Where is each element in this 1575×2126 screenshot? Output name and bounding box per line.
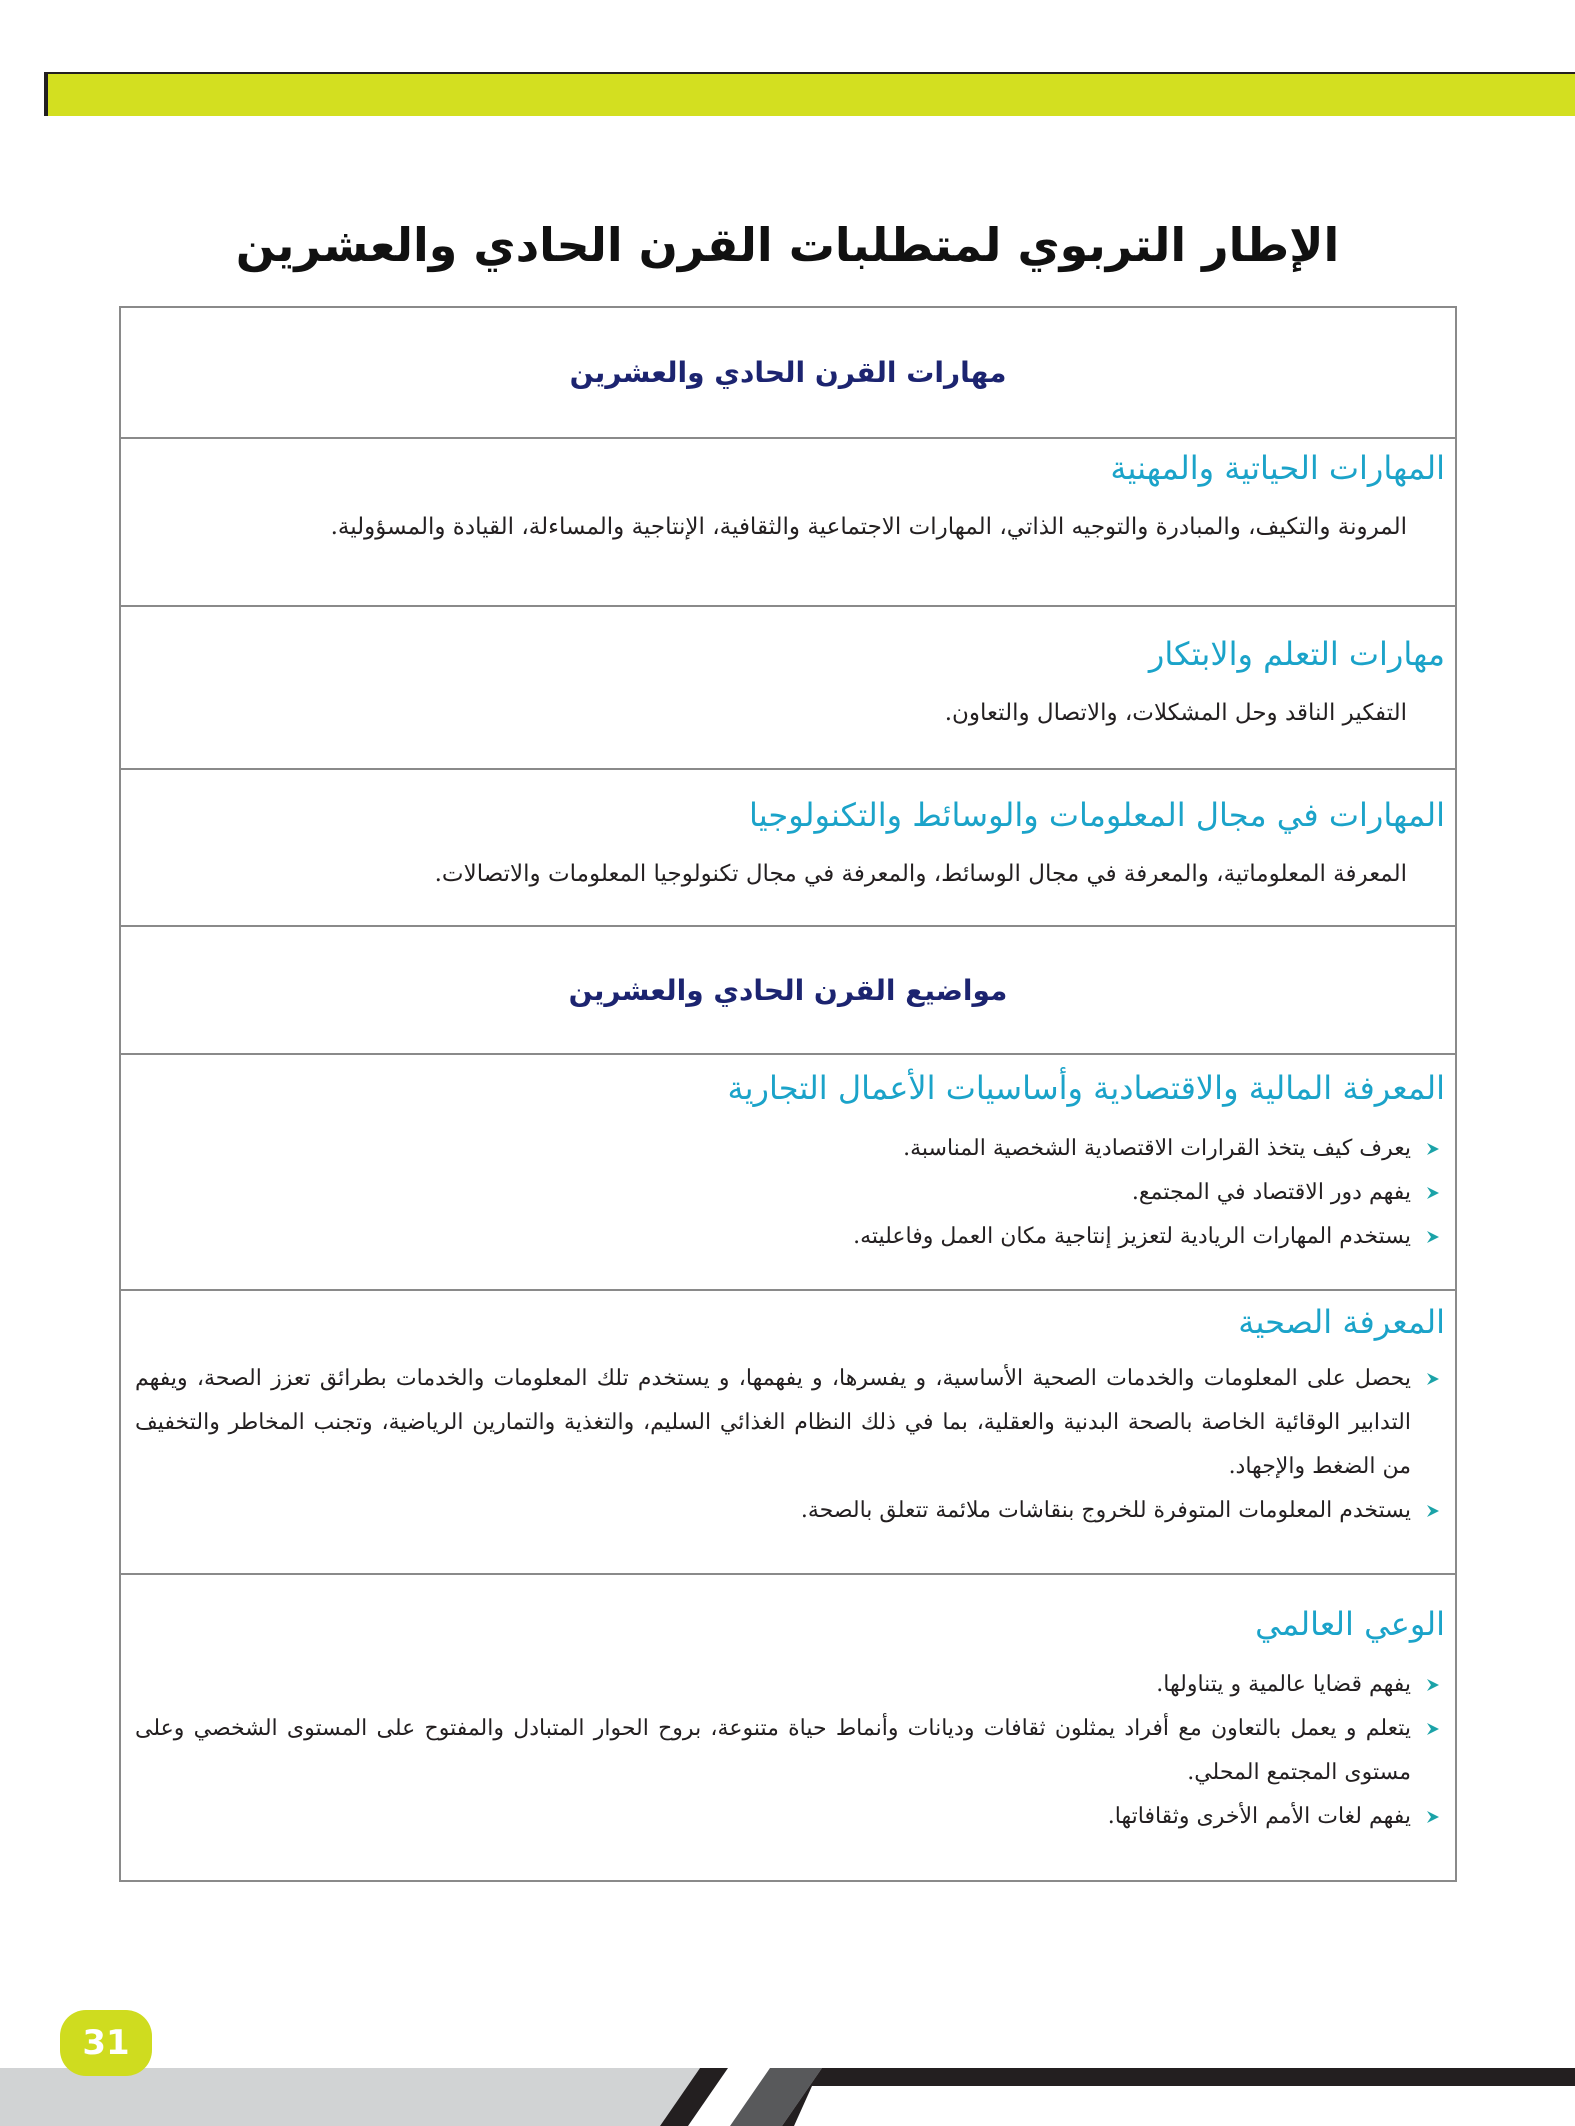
health-section [121,1291,1455,1575]
financial-title: المعرفة المالية والاقتصادية وأساسيات الأعمال التجارية [727,1069,1445,1107]
skills-header: مهارات القرن الحادي والعشرين [569,356,1007,389]
global-awareness-section [121,1575,1455,1880]
list-item: يتعلم و يعمل بالتعاون مع أفراد يمثلون ثقافات وديانات وأنماط حياة متنوعة، بروح الحوار المتبادل والمفتوح على المستوى الشخصي وعلى مستوى المجتمع المحلي. [135,1707,1445,1795]
info-skills-title: المهارات في مجال المعلومات والوسائط والتكنولوجيا [749,796,1445,834]
list-item: يفهم قضايا عالمية و يتناولها. [135,1663,1445,1707]
list-item: يفهم دور الاقتصاد في المجتمع. [135,1171,1445,1215]
top-accent-bar [44,72,1575,116]
topics-header-row [121,927,1455,1055]
info-skills-text: المعرفة المعلوماتية، والمعرفة في مجال الوسائط، والمعرفة في مجال تكنولوجيا المعلومات والاتصالات. [434,861,1407,887]
framework-table [119,306,1457,1882]
health-title: المعرفة الصحية [1238,1303,1445,1341]
list-item: يفهم لغات الأمم الأخرى وثقافاتها. [135,1795,1445,1839]
life-skills-section [121,439,1455,607]
bullet-icon [1425,1721,1441,1737]
bullet-icon [1425,1141,1441,1157]
footer-band [0,2056,1575,2126]
global-awareness-title: الوعي العالمي [1255,1605,1445,1643]
learning-skills-section [121,607,1455,770]
skills-header-row [121,308,1455,439]
financial-section [121,1055,1455,1291]
page-number-badge: 31 [60,2010,152,2076]
page-title: الإطار التربوي لمتطلبات القرن الحادي والعشرين [235,218,1340,272]
bullet-icon [1425,1677,1441,1693]
info-skills-section [121,770,1455,927]
topics-header: مواضيع القرن الحادي والعشرين [568,973,1008,1007]
life-skills-title: المهارات الحياتية والمهنية [1110,449,1445,487]
bullet-icon [1425,1229,1441,1245]
list-item: يستخدم المعلومات المتوفرة للخروج بنقاشات ملائمة تتعلق بالصحة. [135,1489,1445,1533]
list-item: يستخدم المهارات الريادية لتعزيز إنتاجية مكان العمل وفاعليته. [135,1215,1445,1259]
bullet-icon [1425,1371,1441,1387]
bullet-icon [1425,1185,1441,1201]
bullet-icon [1425,1503,1441,1519]
financial-list [135,1127,1445,1259]
list-item: يحصل على المعلومات والخدمات الصحية الأساسية، و يفسرها، و يفهمها، و يستخدم تلك المعلومات والخدمات بطرائق تعزز الصحة، ويفهم التدابير الوقائية الخاصة بالصحة البدنية والعقلية، بما في ذلك النظام الغذائي السليم، والتغذية والتمارين الرياضية، وتجنب المخاطر والتخفيف من الضغط والإجهاد. [135,1357,1445,1489]
bullet-icon [1425,1809,1441,1825]
learning-skills-title: مهارات التعلم والابتكار [1148,635,1445,673]
life-skills-text: المرونة والتكيف، والمبادرة والتوجيه الذاتي، المهارات الاجتماعية والثقافية، الإنتاجية والمساءلة، القيادة والمسؤولية. [330,514,1407,540]
health-list [135,1357,1445,1533]
global-awareness-list [135,1663,1445,1839]
list-item: يعرف كيف يتخذ القرارات الاقتصادية الشخصية المناسبة. [135,1127,1445,1171]
learning-skills-text: التفكير الناقد وحل المشكلات، والاتصال والتعاون. [944,700,1407,726]
